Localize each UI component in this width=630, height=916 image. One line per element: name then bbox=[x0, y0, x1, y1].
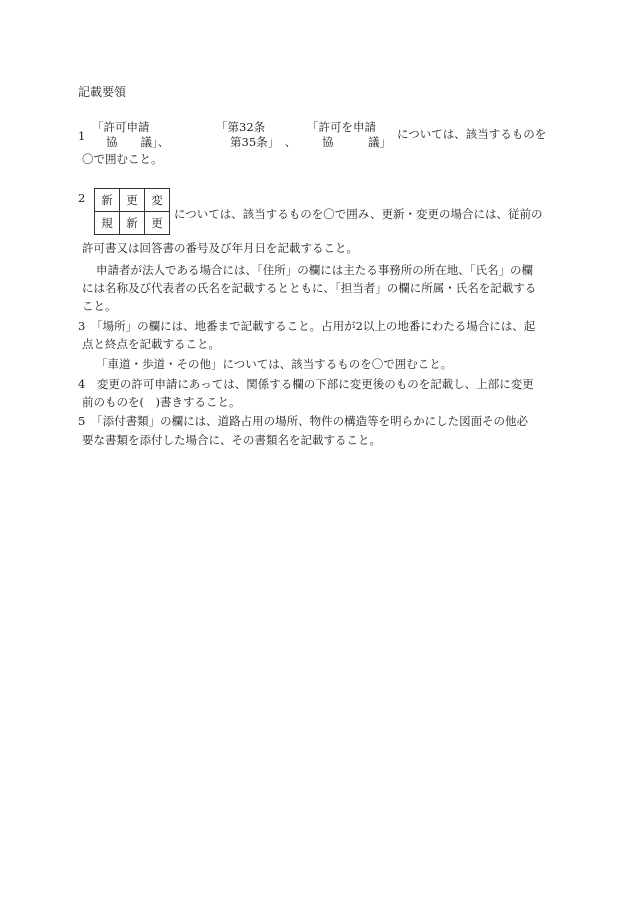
new-renew-change-grid bbox=[94, 188, 170, 235]
grid-cell: 更 bbox=[145, 212, 170, 235]
item-1-option-request-line1: 「許可を申請 bbox=[307, 120, 376, 134]
grid-cell: 変 bbox=[145, 189, 170, 212]
item-1-text: については、該当するものを bbox=[397, 127, 547, 141]
grid-cell: 新 bbox=[95, 189, 120, 212]
item-1-option-request-line2: 協 議」 bbox=[322, 135, 391, 149]
item-3-line1: 3 「場所」の欄には、地番まで記載すること。占用が2以上の地番にわたる場合には、起 bbox=[78, 319, 536, 333]
item-4-line1: 4 変更の許可申請にあっては、関係する欄の下部に変更後のものを記載し、上部に変更 bbox=[78, 377, 534, 391]
item-1-option-article-line2: 第35条」 、 bbox=[230, 135, 297, 149]
item-2-number: 2 bbox=[78, 191, 86, 205]
item-5-line1: 5 「添付書類」の欄には、道路占用の場所、物件の構造等を明らかにした図面その他必 bbox=[78, 414, 529, 428]
item-2-para2-line1: 申請者が法人である場合には、「住所」の欄には主たる事務所の所在地、「氏名」の欄 bbox=[96, 263, 533, 277]
item-1-option-article-line1: 「第32条 bbox=[216, 120, 266, 134]
item-1-option-application-line1: 「許可申請 bbox=[92, 120, 150, 134]
item-2-para2-line2: には名称及び代表者の氏名を記載するとともに、「担当者」の欄に所属・氏名を記載する bbox=[82, 281, 537, 295]
item-2-text-line2: 許可書又は回答書の番号及び年月日を記載すること。 bbox=[82, 241, 358, 255]
grid-cell: 更 bbox=[120, 189, 145, 212]
grid-cell: 規 bbox=[95, 212, 120, 235]
item-4-line2: 前のものを( )書きすること。 bbox=[82, 395, 241, 409]
grid-cell: 新 bbox=[120, 212, 145, 235]
item-2-text: については、該当するものを〇で囲み、更新・変更の場合には、従前の bbox=[174, 207, 543, 221]
item-5-line2: 要な書類を添付した場合に、その書類名を記載すること。 bbox=[82, 433, 381, 447]
document-title: 記載要領 bbox=[78, 85, 127, 99]
item-1-number: 1 bbox=[78, 129, 86, 143]
item-3-line2: 点と終点を記載すること。 bbox=[82, 337, 220, 351]
item-2-para2-line3: こと。 bbox=[82, 299, 117, 313]
item-1-text-line2: 〇で囲むこと。 bbox=[82, 152, 163, 166]
item-1-option-application-line2: 協 議」、 bbox=[106, 135, 170, 149]
item-3-line3: 「車道・歩道・その他」については、該当するものを〇で囲むこと。 bbox=[96, 357, 453, 371]
